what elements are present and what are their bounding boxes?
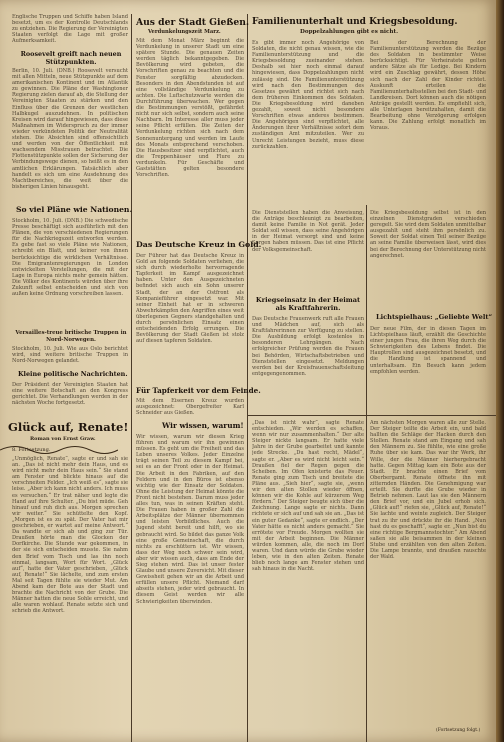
body-text: Der Präsident der Vereinigten Staaten hat eine weitere Botschaft an den Kongress gerichtet. Die Verhandlungen werden in der nächsten Woche fortgesetzt. [12,382,128,407]
body-text: „Das ist nicht wahr“, sagte Renate entschieden. „Wir werden es schaffen, wenn wir nur zusammenhalten.“ Der alte Steiger nickte langsam. Er hatte viele Jahre in der Grube gearbeitet und kannte jede Strecke. „Du hast recht, Mädel“, sagte er. „Aber es wird nicht leicht sein.“ Draußen fiel der Regen gegen die Scheiben. Im Ofen knisterte das Feuer. Renate ging zum Tisch und breitete die Pläne aus. „Sieh hier“, sagte sie, „wenn wir den alten Stollen wieder öffnen, können wir die Kohle auf kürzerem Weg fördern.“ Der Steiger beugte sich über die Zeichnung. Lange sagte er nichts. Dann richtete er sich auf und sah sie an. „Das ist ein guter Gedanke“, sagte er endlich. „Der Vater hätte es nicht anders gemacht.“ Sie errötete vor Freude. Morgen wollten sie mit der Arbeit beginnen. Die Männer würden kommen, alle, die noch im Dorf waren. Und dann würde die Grube wieder leben, wie in den alten Zeiten. Renate blieb noch lange am Fenster stehen und sah hinaus in die Nacht. [252,420,364,573]
serial-text: „Unmöglich, Renate“, sagte er und sah sie an. „Das ist nicht mehr dein Haus, und es wird nicht mehr dein Haus sein.“ Sie stand am Fenster und blickte hinaus auf die verschneiten Felder. „Ich weiß es“, sagte sie leise. „Aber ich kann nicht anders. Ich muss es versuchen.“ Er trat näher und legte die Hand auf ihre Schulter. „Du bist müde. Geh hinauf und ruh dich aus. Morgen sprechen wir weiter.“ Sie schüttelte den Kopf. „Morgen ist es zu spät. Der Vater hat mir geschrieben, er wartet auf meine Antwort.“ Da wandte er sich ab und ging zur Tür. Draußen hörte man die Glocken der Dorfkirche. Die Stunde war gekommen, in der sie sich entscheiden musste. Sie nahm den Brief vom Tisch und las ihn noch einmal, langsam, Wort für Wort. „Glück auf“, hatte der Vater geschrieben, „Glück auf, Renate!“ Sie lächelte, und zum ersten Mal seit Tagen fühlte sie wieder Mut. Am Abend kam der Bote aus der Stadt und brachte die Nachricht von der Grube. Die Männer hatten die neue Sohle erreicht, und alle waren wohlauf. Renate setzte sich und schrieb die Antwort. [12,456,128,615]
body-text: Die Dienststellen haben die Anweisung, die Anträge beschleunigt zu bearbeiten, damit keine Familie in Not gerät. Jeder Soldat soll wissen, dass seine Angehörigen in der Heimat versorgt sind und keine Sorgen haben müssen. Das ist eine Pflicht der Volksgemeinschaft. [252,210,364,253]
serial-author: Roman von Ernst Graw. [30,436,96,442]
body-text: Stockholm, 10. Juli. (DNB.) Die schwedische Presse beschäftigt sich ausführlich mit den Plänen, die von verschiedenen Regierungen für die Nachkriegszeit entworfen werden. Es gebe fast so viele Pläne wie Nationen, schreibt ein Blatt, und keiner von ihnen berücksichtige die wirklichen Verhältnisse. Die Emigrantenregierungen in London entwickelten Vorstellungen, die mit der Lage in Europa nichts mehr gemein hätten. Die Völker des Kontinents würden über ihre Zukunft selbst entscheiden und sich von außen keine Ordnung vorschreiben lassen. [12,218,128,298]
col1-headline-1: Roosevelt greift nach neuen Stützpunkten. [20,50,122,66]
body-text: Das Deutsche Frauenwerk ruft alle Frauen und Mädchen auf, sich als Kraftfahrerinnen zur Verfügung zu stellen. Die Ausbildung erfolgt kostenlos in besonderen Lehrgängen. Nach erfolgreicher Prüfung werden die Frauen bei Behörden, Wirtschaftsbetrieben und Dienststellen eingesetzt. Meldungen werden bei der Kreisfrauenschaftsleitung entgegengenommen. [252,316,364,377]
continued-note: (Fortsetzung folgt.) [436,728,481,733]
col2-headline-3: Für Tapferkeit vor dem Feinde. [136,386,261,395]
column-rule [247,14,248,742]
body-text: Der Führer hat das Deutsche Kreuz in Gold an folgende Soldaten verliehen, die sich durch wiederholte hervorragende Tapferkeit im Kampf ausgezeichnet haben. Unter den Ausgezeichneten befindet sich auch ein Sohn unserer Stadt, der an der Ostfront als Kompanieführer eingesetzt war. Mit seiner Einheit hat er in schweren Abwehrkämpfen den Angriffen eines weit überlegenen Gegners standgehalten und durch persönlichen Einsatz einen entscheidenden Erfolg errungen. Die Bevölkerung der Stadt Gießen ist stolz auf diesen tapferen Soldaten. [136,253,244,345]
page-edge [496,0,504,742]
col2-subhead-1: Verdunkelungszeit Marz. [148,29,221,35]
column-rule [366,205,367,742]
body-text: Englische Truppen und Schiffe haben Island besetzt, um es der Kontrolle Deutschlands zu entziehen. Die Regierung der Vereinigten Staaten verfolgt die Lage mit großer Aufmerksamkeit. [12,14,128,45]
body-text: Stockholm, 10. Juli. Wie aus Oslo berichtet wird, sind weitere britische Truppen in Nord-Norwegen gelandet. [12,346,128,365]
body-text: Es gibt immer noch Angehörige von Soldaten, die nicht genau wissen, wie die Familienunterstützung und die Kriegsbesoldung zueinander stehen. Deshalb sei hier noch einmal darauf hingewiesen, dass Doppelzahlungen nicht zulässig sind. Die Familienunterstützung wird nach den Bestimmungen des Gesetzes gewährt und richtet sich nach dem früheren Einkommen des Soldaten. Die Kriegsbesoldung wird daneben gezahlt, soweit nicht besondere Vorschriften etwas anderes bestimmen. Die Angehörigen sind verpflichtet, alle Änderungen ihrer Verhältnisse sofort dem zuständigen Amt mitzuteilen. Wer zu Unrecht Leistungen bezieht, muss diese zurückzahlen. [252,40,364,150]
body-text: Bei der Berechnung der Familienunterstützung werden die Bezüge des Soldaten in bestimmter Weise berücksichtigt. Für Verheiratete gelten andere Sätze als für Ledige. Bei Kindern wird ein Zuschlag gewährt, dessen Höhe sich nach der Zahl der Kinder richtet. Auskunft erteilen die Familienunterhaltsstellen bei den Stadt- und Landkreisen. Dort können auch die nötigen Anträge gestellt werden. Es empfiehlt sich, alle Unterlagen bereitzuhalten, damit die Bearbeitung ohne Verzögerung erfolgen kann. Die Zahlung erfolgt monatlich im Voraus. [370,40,486,132]
col3-headline-1: Familienunterhalt und Kriegsbesoldung. [252,17,458,27]
col2-headline-2: Das Deutsche Kreuz in Gold. [136,240,262,249]
body-text: Mit dem Eisernen Kreuz wurden ausgezeichnet: Obergefreiter Karl Schneider aus Gießen. [136,398,244,417]
body-text: Die Kriegsbesoldung selbst ist in den einzelnen Dienstgraden verschieden geregelt. Sie wird dem Soldaten unmittelbar ausgezahlt und steht ihm persönlich zu. Soweit der Soldat einen Teil seiner Bezüge an seine Familie überweisen lässt, wird dies bei der Berechnung der Unterstützung nicht angerechnet. [370,210,486,259]
body-text: Der neue Film, der in diesen Tagen im Lichtspielhaus läuft, erzählt die Geschichte einer jungen Frau, die ihren Weg durch die Schwierigkeiten des Lebens findet. Die Hauptrollen sind ausgezeichnet besetzt, und die Handlung ist spannend und unterhaltsam. Ein Besuch kann jedem empfohlen werden. [370,326,486,375]
col1-headline-3: Versailles-treue britische Truppen in Nord-Norwegen. [15,330,127,343]
col4-headline-1: Lichtspielhaus: „Geliebte Welt“ [376,313,493,321]
section-rule [248,415,496,416]
body-text: Am nächsten Morgen waren alle zur Stelle. Der Steiger teilte die Arbeit ein, und bald hallten die Schläge der Hacken durch den Stollen. Renate stand am Eingang und sah den Männern zu. Sie fühlte, wie eine große Ruhe über sie kam. Das war ihr Werk, ihr Wille, der die Männer hierhergebracht hatte. Gegen Mittag kam ein Bote aus der Stadt. Er brachte einen Brief vom Oberbergamt. Renate öffnete ihn mit zitternden Händen. Die Genehmigung war erteilt. Sie durfte die Grube wieder in Betrieb nehmen. Laut las sie den Männern den Brief vor, und ein Jubel erhob sich. „Glück auf!“ riefen sie, „Glück auf, Renate!“ Sie lachte und weinte zugleich. Der Steiger trat zu ihr und drückte ihr die Hand. „Nun hast du es geschafft“, sagte er. „Nun bist du eine richtige Bergmannstochter.“ Am Abend saßen sie alle beisammen in der kleinen Stube und erzählten von den alten Zeiten. Die Lampe brannte, und draußen rauschte der Wald. [370,420,486,561]
col1-headline-4: Kleine politische Nachrichten. [18,370,128,378]
body-text: Wir wissen, warum wir diesen Krieg führen und warum wir ihn gewinnen müssen. Es geht um die Freiheit und das Leben unseres Volkes. Jeder Einzelne trägt seinen Teil zu diesem Kampf bei, sei es an der Front oder in der Heimat. Die Arbeit in den Fabriken, auf den Feldern und in den Büros ist ebenso wichtig wie der Einsatz der Soldaten. Ohne die Leistung der Heimat könnte die Front nicht bestehen. Darum muss jeder alles tun, was in seinen Kräften steht. Die Frauen haben in großer Zahl die Arbeitsplätze der Männer übernommen und leisten Vorbildliches. Auch die Jugend steht bereit und hilft, wo sie gebraucht wird. So bildet das ganze Volk eine große Gemeinschaft, die durch nichts zu erschüttern ist. Wir wissen, dass der Weg noch schwer sein wird, aber wir wissen auch, dass am Ende der Sieg stehen wird. Das ist unser fester Glaube und unsere Zuversicht. Mit dieser Gewissheit gehen wir an die Arbeit und erfüllen unsere Pflicht. Niemand darf abseits stehen, jeder wird gebraucht. In diesem Geist werden wir alle Schwierigkeiten überwinden. [136,434,244,605]
col2-headline-1: Aus der Stadt Gießen. [136,17,250,28]
column-rule [131,14,132,742]
col3-subhead-1: Doppelzahlungen gibt es nicht. [300,29,399,35]
serial-title: Glück auf, Renate! [8,420,129,434]
serial-installment: 8. Fortsetzung. [12,447,51,453]
body-text: Mit dem Monat März beginnt die Verdunkelung in unserer Stadt um eine spätere Stunde. Die genauen Zeiten werden täglich bekanntgegeben. Die Bevölkerung wird gebeten, die Vorschriften genau zu beachten und die Fenster sorgfältig abzudecken. Besonders in den Abendstunden ist auf eine vollständige Verdunkelung zu achten. Die Luftschutzwarte werden die Durchführung überwachen. Wer gegen die Bestimmungen verstößt, gefährdet nicht nur sich selbst, sondern auch seine Nachbarn. Im Interesse aller muss jeder seine Pflicht erfüllen. Die Zeiten der Verdunkelung richten sich nach dem Sonnenuntergang und werden im Laufe des Monats entsprechend verschoben. Die Hausbesitzer sind verpflichtet, auch die Treppenhäuser und Flure zu verdunkeln. Für Geschäfte und Gaststätten gelten besondere Vorschriften. [136,38,244,179]
body-text: Berlin, 10. Juli. (DNB.) Roosevelt versucht mit allen Mitteln, neue Stützpunkte auf dem amerikanischen Kontinent und im Atlantik zu gewinnen. Die Pläne der Washingtoner Regierung zielen darauf ab, die Stellung der Vereinigten Staaten zu stärken und den Einfluss über die Grenzen der westlichen Halbkugel auszudehnen. In politischen Kreisen wird darauf hingewiesen, dass diese Maßnahmen im Widerspruch zu der immer wieder verkündeten Politik der Neutralität stehen. Die Absichten sind offensichtlich und werden von der Öffentlichkeit mit wachsendem Misstrauen betrachtet. Die Flottenstützpunkte sollen der Sicherung der Verbindungswege dienen, so heißt es in den amtlichen Erklärungen. Tatsächlich aber handelt es sich um eine Ausdehnung des Machtbereiches, die weit über die bisherigen Linien hinausgeht. [12,68,128,190]
col1-headline-2: So viel Pläne wie Nationen. [16,205,133,214]
col2-headline-4: Wir wissen, warum! [162,421,244,430]
col3-headline-2: Kriegseinsatz in der Heimat als Kraftfahrerin. [255,296,361,312]
